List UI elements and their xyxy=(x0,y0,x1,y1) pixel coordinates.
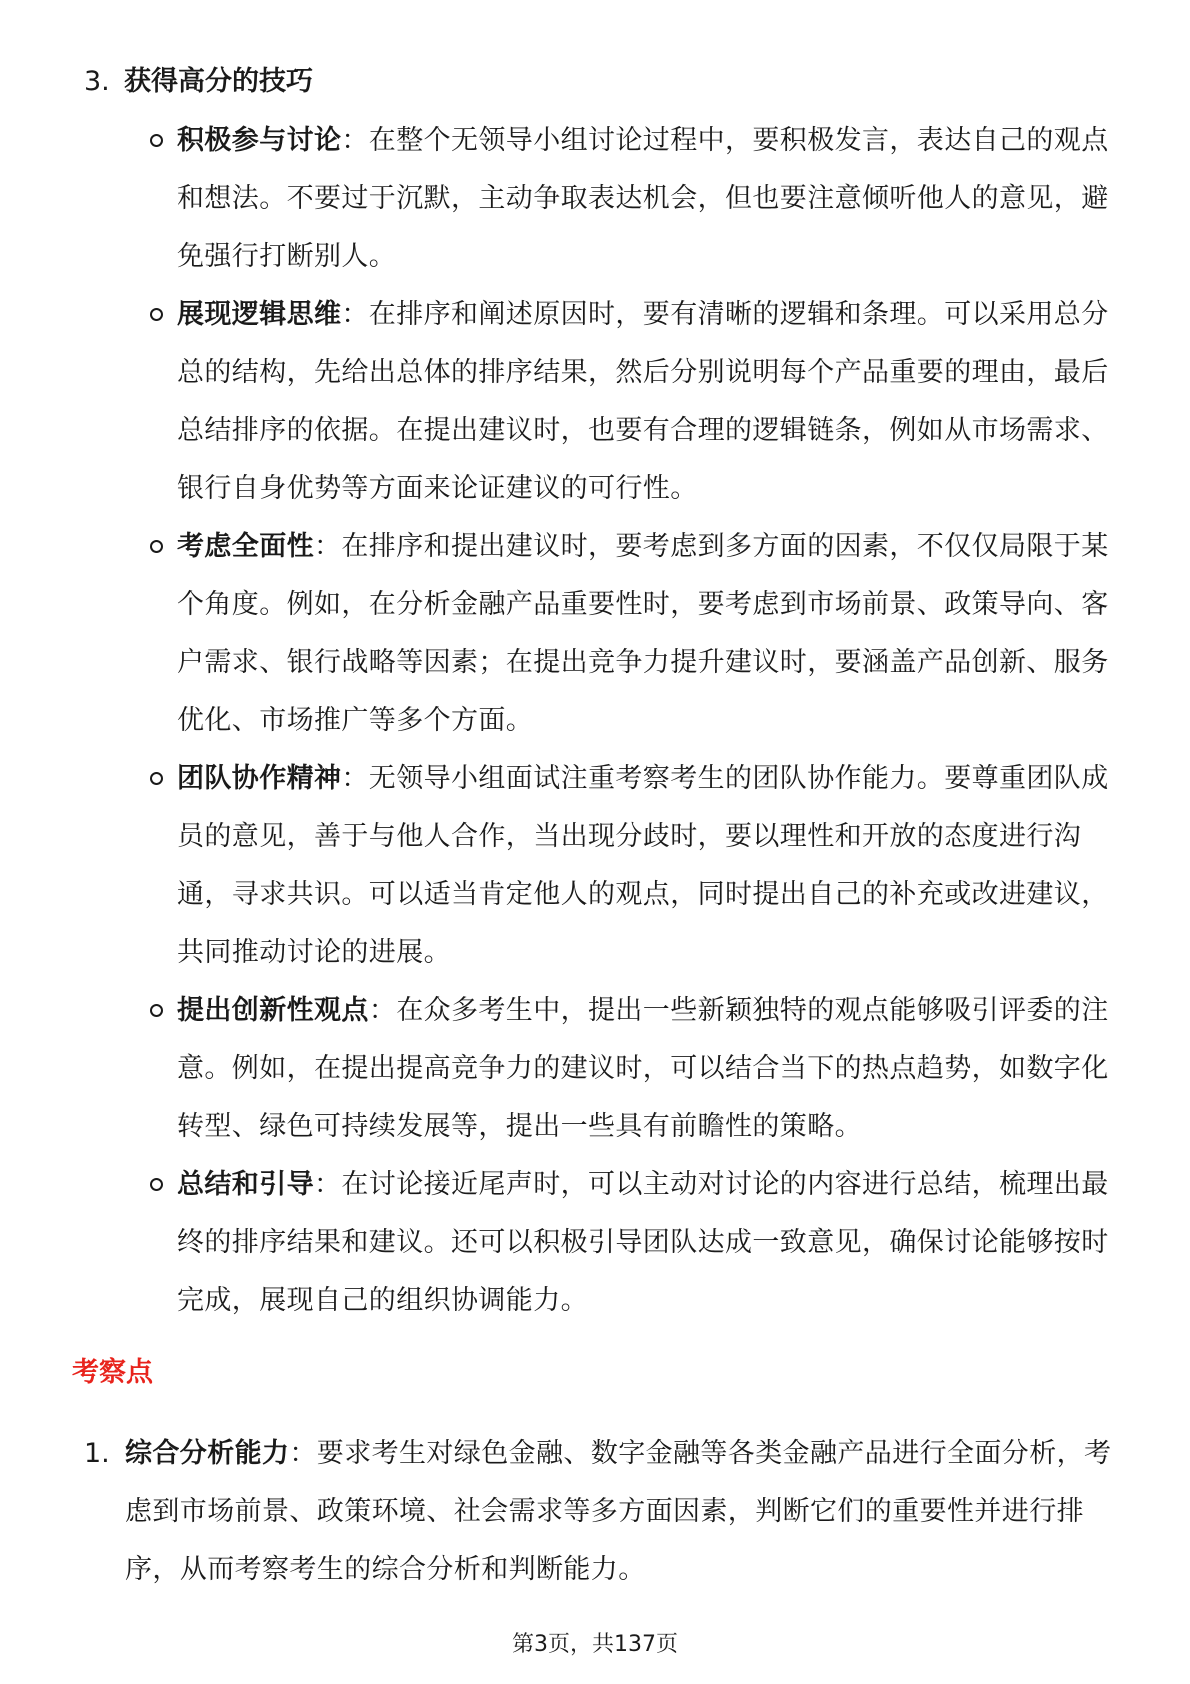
hollow-bullet-icon xyxy=(150,308,163,321)
tip-label: 提出创新性观点 xyxy=(177,995,369,1026)
section-heading xyxy=(84,62,313,102)
tip-label: 展现逻辑思维 xyxy=(177,299,342,330)
hollow-bullet-icon xyxy=(150,772,163,785)
tip-text: ：在讨论接近尾声时，可以主动对讨论的内容进行总结，梳理出最终的排序结果和建议。还可以积极引导团队达成一致意见，确保讨论能够按时完成，展现自己的组织协调能力。 xyxy=(177,1169,1109,1316)
hollow-bullet-icon xyxy=(150,134,163,147)
list-item xyxy=(84,1425,1124,1599)
section-title: 考察点 xyxy=(72,1357,153,1388)
tips-list xyxy=(0,112,1190,1330)
point-number: 1. xyxy=(84,1438,110,1469)
heading-title: 获得高分的技巧 xyxy=(124,66,313,97)
hollow-bullet-icon xyxy=(150,1004,163,1017)
point-text: ：要求考生对绿色金融、数字金融等各类金融产品进行全面分析，考虑到市场前景、政策环境、社会需求等多方面因素，判断它们的重要性并进行排序，从而考察考生的综合分析和判断能力。 xyxy=(125,1438,1112,1585)
tip-text: ：在排序和提出建议时，要考虑到多方面的因素，不仅仅局限于某个角度。例如，在分析金融产品重要性时，要考虑到市场前景、政策导向、客户需求、银行战略等因素；在提出竞争力提升建议时，要涵盖产品创新、服务优化、市场推广等多个方面。 xyxy=(177,531,1109,736)
hollow-bullet-icon xyxy=(150,540,163,553)
tip-label: 积极参与讨论 xyxy=(177,125,342,156)
point-label: 综合分析能力 xyxy=(125,1438,290,1469)
list-item xyxy=(0,518,1190,750)
list-item xyxy=(0,982,1190,1156)
list-item xyxy=(0,1156,1190,1330)
tip-text: ：在整个无领导小组讨论过程中，要积极发言，表达自己的观点和想法。不要过于沉默，主动争取表达机会，但也要注意倾听他人的意见，避免强行打断别人。 xyxy=(177,125,1109,272)
tip-label: 团队协作精神 xyxy=(177,763,342,794)
list-item xyxy=(0,112,1190,286)
tip-label: 考虑全面性 xyxy=(177,531,314,562)
tip-label: 总结和引导 xyxy=(177,1169,314,1200)
page-footer: 第3页，共137页 xyxy=(512,1632,678,1657)
hollow-bullet-icon xyxy=(150,1178,163,1191)
tip-text: ：在排序和阐述原因时，要有清晰的逻辑和条理。可以采用总分总的结构，先给出总体的排序结果，然后分别说明每个产品重要的理由，最后总结排序的依据。在提出建议时，也要有合理的逻辑链条，例如从市场需求、银行自身优势等方面来论证建议的可行性。 xyxy=(177,299,1109,504)
tip-text: ：在众多考生中，提出一些新颖独特的观点能够吸引评委的注意。例如，在提出提高竞争力的建议时，可以结合当下的热点趋势，如数字化转型、绿色可持续发展等，提出一些具有前瞻性的策略。 xyxy=(177,995,1109,1142)
tip-text: ：无领导小组面试注重考察考生的团队协作能力。要尊重团队成员的意见，善于与他人合作，当出现分歧时，要以理性和开放的态度进行沟通，寻求共识。可以适当肯定他人的观点，同时提出自己的补充或改进建议，共同推动讨论的进展。 xyxy=(177,763,1109,968)
list-item xyxy=(0,286,1190,518)
heading-number: 3. xyxy=(84,66,110,97)
list-item xyxy=(0,750,1190,982)
